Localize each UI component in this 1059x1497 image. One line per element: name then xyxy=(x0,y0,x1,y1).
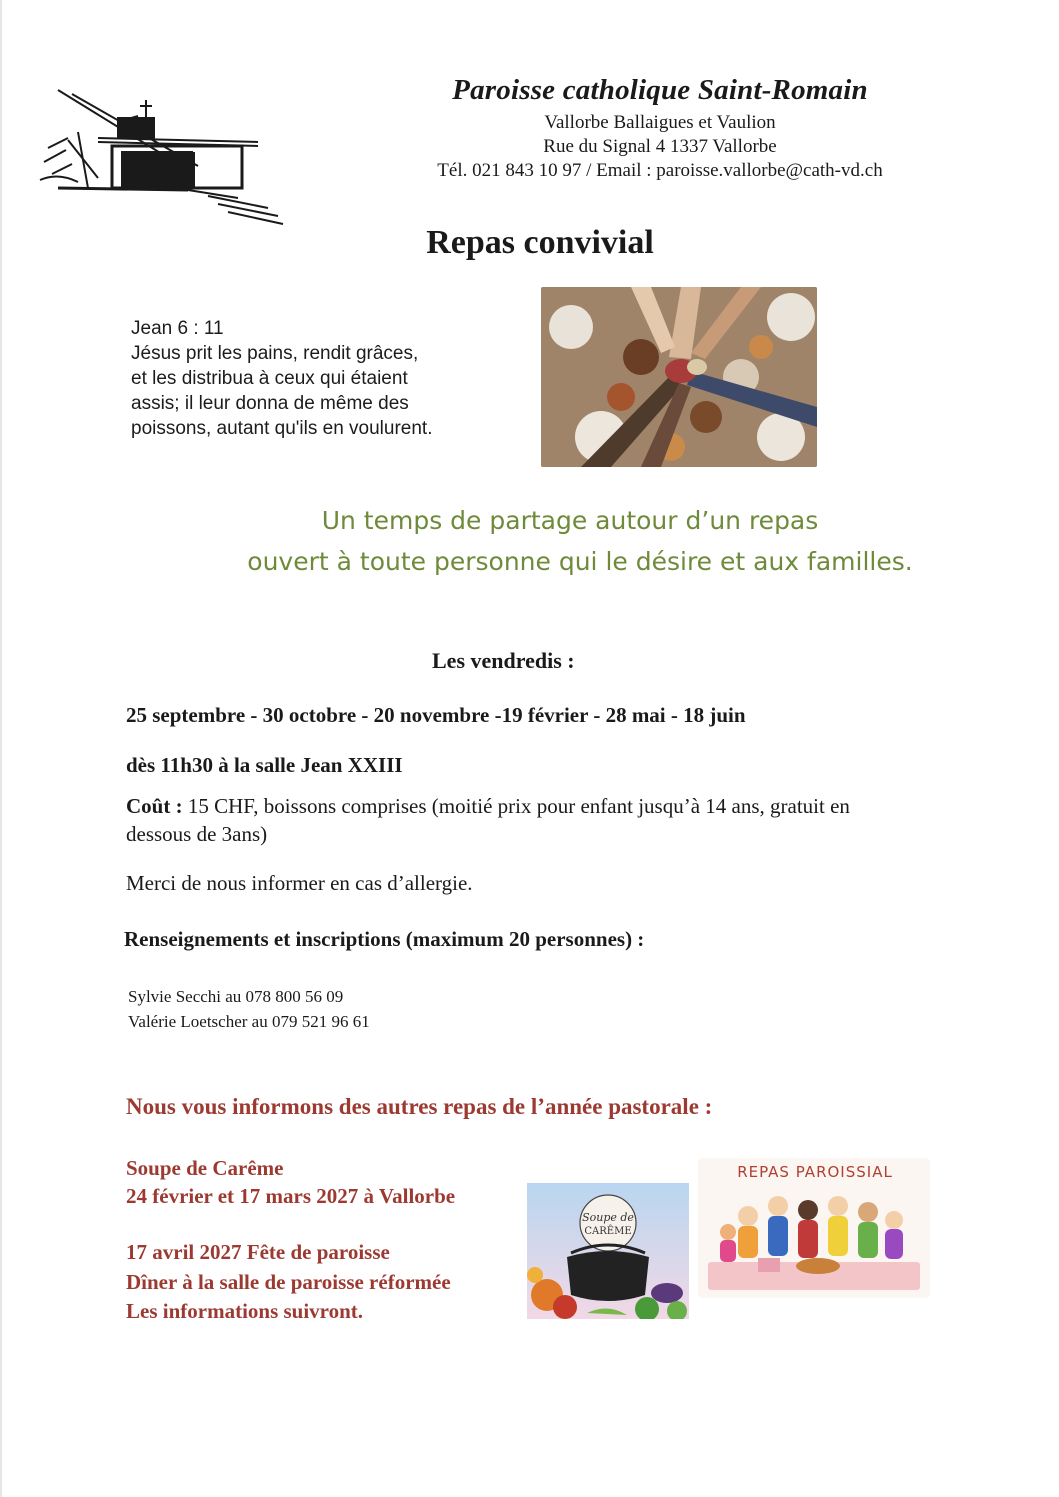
schedule-time-place: dès 11h30 à la salle Jean XXIII xyxy=(126,753,403,777)
bible-verse xyxy=(131,316,511,441)
info-heading: Renseignements et inscriptions (maximum 20 personnes) : xyxy=(124,927,645,951)
parish-contact: Tél. 021 843 10 97 / Email : paroisse.vallorbe@cath-vd.ch xyxy=(437,160,883,181)
verse-line: et les distribua à ceux qui étaient xyxy=(131,368,408,389)
allergy-note: Merci de nous informer en cas d’allergie. xyxy=(126,871,473,895)
tagline-line-2: ouvert à toute personne qui le désire et aux familles. xyxy=(247,547,913,576)
fete-line-3: Les informations suivront. xyxy=(126,1299,364,1323)
contact-person: Sylvie Secchi au 078 800 56 09 xyxy=(128,987,344,1006)
verse-line: poissons, autant qu'ils en voulurent. xyxy=(131,418,433,439)
document-title: Repas convivial xyxy=(426,224,654,261)
tagline-line-1: Un temps de partage autour d’un repas xyxy=(321,506,819,535)
cost-label: Coût : xyxy=(126,794,183,818)
parish-locality: Vallorbe Ballaigues et Vaulion xyxy=(544,112,776,133)
verse-line: Jésus prit les pains, rendit grâces, xyxy=(131,343,419,364)
soupe-image-text: Soupe de xyxy=(582,1211,634,1224)
soupe-image-text: CARÊME xyxy=(584,1226,632,1237)
scan-edge xyxy=(0,0,2,1497)
soupe-dates: 24 février et 17 mars 2027 à Vallorbe xyxy=(126,1184,456,1208)
schedule-heading: Les vendredis : xyxy=(432,648,575,673)
cost-line-2: dessous de 3ans) xyxy=(126,822,268,846)
cost-info xyxy=(126,792,1006,848)
soupe-title: Soupe de Carême xyxy=(126,1156,284,1180)
schedule-dates: 25 septembre - 30 octobre - 20 novembre -19 février - 28 mai - 18 juin xyxy=(126,703,746,727)
church-logo xyxy=(38,78,288,228)
fete-line-1: 17 avril 2027 Fête de paroisse xyxy=(126,1240,390,1264)
repas-paroissial-label: REPAS PAROISSIAL xyxy=(737,1163,893,1181)
parish-street: Rue du Signal 4 1337 Vallorbe xyxy=(543,136,777,157)
fete-line-2: Dîner à la salle de paroisse réformée xyxy=(126,1270,451,1294)
verse-reference: Jean 6 : 11 xyxy=(131,318,224,339)
contact-person: Valérie Loetscher au 079 521 96 61 xyxy=(128,1012,370,1031)
soupe-de-careme-image xyxy=(527,1183,689,1319)
parish-name: Paroisse catholique Saint-Romain xyxy=(452,74,868,106)
other-meals-heading: Nous vous informons des autres repas de l’année pastorale : xyxy=(126,1094,713,1119)
cost-line-1: 15 CHF, boissons comprises (moitié prix pour enfant jusqu’à 14 ans, gratuit en xyxy=(182,794,850,818)
verse-line: assis; il leur donna de même des xyxy=(131,393,409,414)
shared-meal-photo xyxy=(541,287,817,467)
